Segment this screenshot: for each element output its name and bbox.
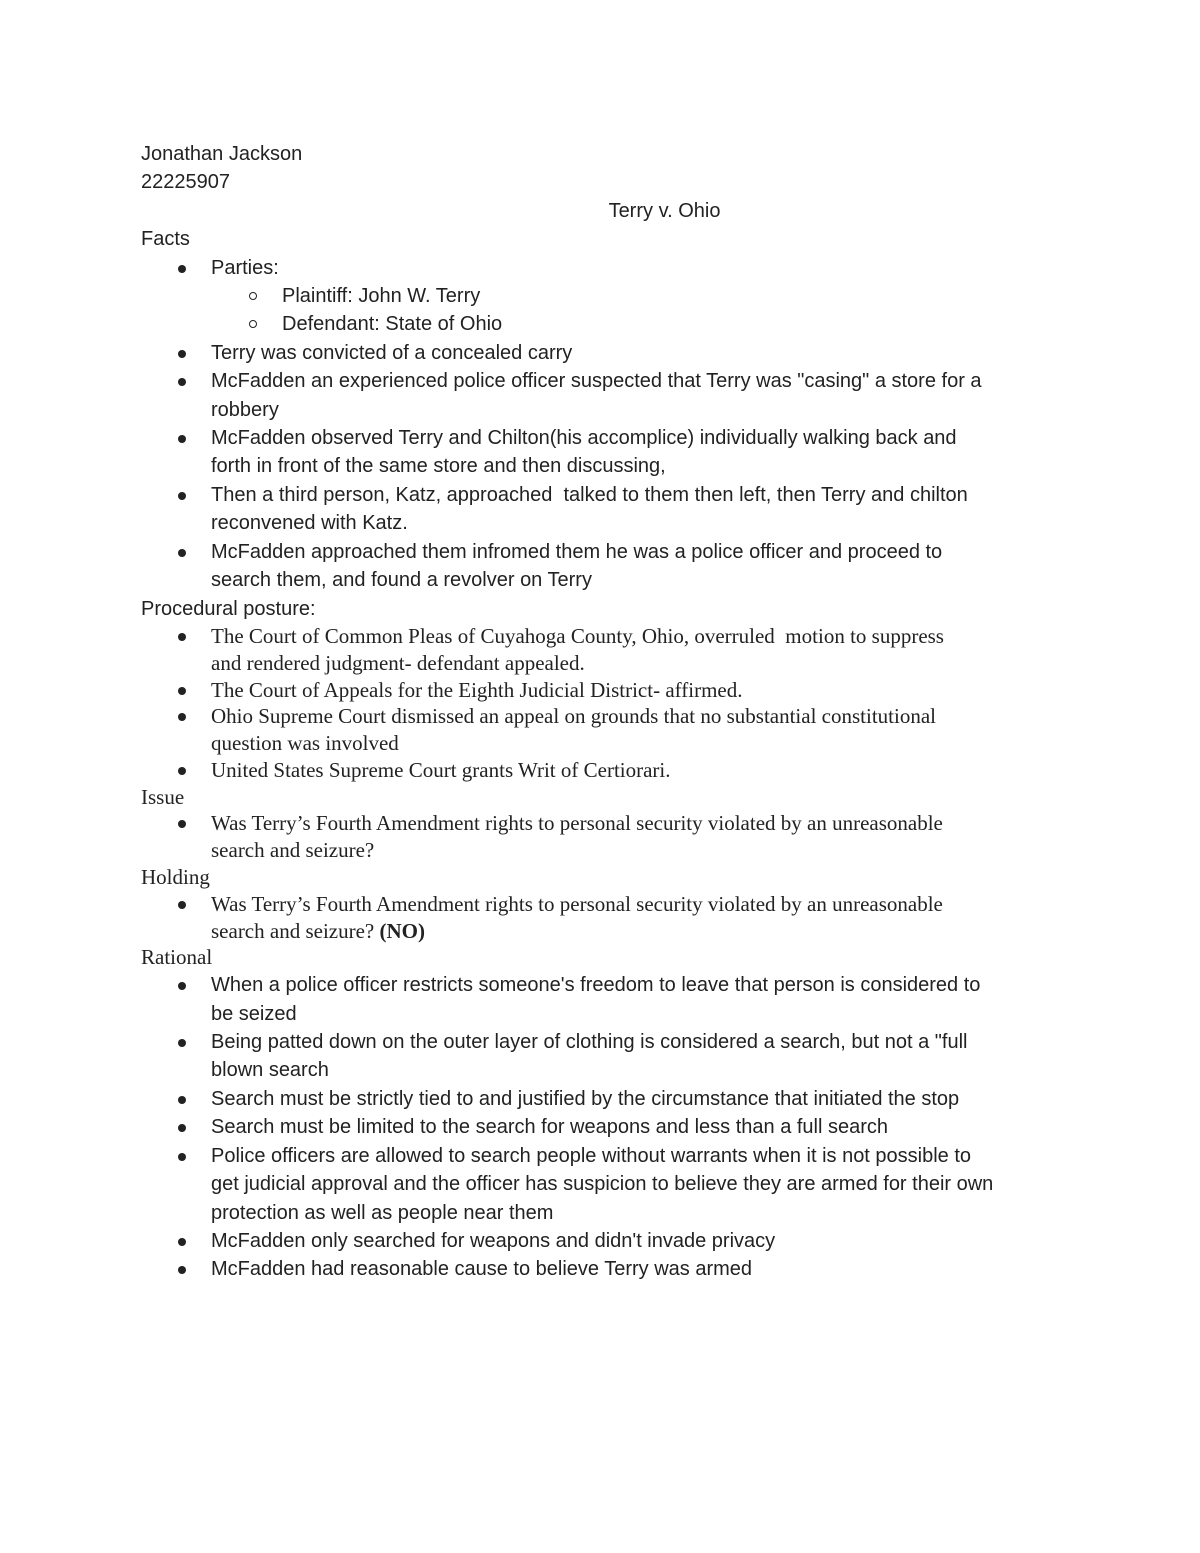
- list-item: [141, 891, 1071, 945]
- bullet-icon: [178, 1153, 186, 1161]
- fact-text: Terry was convicted of a concealed carry: [211, 341, 573, 364]
- list-item: [141, 481, 1071, 538]
- fact-text: McFadden an experienced police officer suspected that Terry was "casing" a store for a robbery: [211, 370, 982, 421]
- student-id: 22225907: [141, 171, 230, 194]
- list-item: [141, 1142, 1071, 1227]
- bullet-icon: [178, 1238, 186, 1246]
- holding-heading: Holding: [141, 865, 210, 890]
- issue-heading: Issue: [141, 784, 185, 809]
- list-item: [141, 339, 1071, 367]
- defendant-text: Defendant: State of Ohio: [282, 313, 503, 336]
- bullet-icon: [178, 982, 186, 990]
- rational-text: McFadden had reasonable cause to believe Terry was armed: [211, 1258, 753, 1281]
- list-item: [141, 1255, 1071, 1283]
- list-item: [141, 1113, 1071, 1141]
- list-item: [141, 1028, 1071, 1085]
- bullet-icon: [178, 901, 186, 909]
- list-item: [141, 971, 1071, 1028]
- list-item: [141, 254, 1071, 282]
- bullet-icon: [178, 492, 186, 500]
- issue-text: Was Terry’s Fourth Amendment rights to personal security violated by an unreasonable search and seizure?: [211, 811, 943, 863]
- document-body: [141, 140, 1071, 1284]
- bullet-icon: [178, 1124, 186, 1132]
- bullet-icon: [178, 378, 186, 386]
- bullet-icon: [178, 350, 186, 358]
- rational-text: Search must be strictly tied to and justified by the circumstance that initiated the stop: [211, 1087, 960, 1110]
- procedural-text: The Court of Common Pleas of Cuyahoga County, Ohio, overruled motion to suppress and rendered judgment- defendant appealed.: [211, 623, 944, 675]
- list-item: [141, 367, 1071, 424]
- list-item: [141, 703, 1071, 757]
- sub-list-item: [141, 282, 1071, 310]
- list-item: [141, 424, 1071, 481]
- facts-heading: Facts: [141, 228, 190, 251]
- list-item: [141, 623, 1071, 677]
- bullet-icon: [178, 687, 186, 695]
- list-item: [141, 757, 1071, 784]
- bullet-icon: [178, 265, 186, 273]
- rational-text: Search must be limited to the search for weapons and less than a full search: [211, 1116, 889, 1139]
- holding-answer: (NO): [379, 918, 425, 943]
- plaintiff-text: Plaintiff: John W. Terry: [282, 285, 481, 308]
- rational-heading: Rational: [141, 945, 213, 970]
- hollow-bullet-icon: [249, 292, 257, 300]
- rational-text: Police officers are allowed to search people without warrants when it is not possible to get judicial approval and the officer has suspicion to believe they are armed for their own protection as well as people near them: [211, 1144, 994, 1224]
- hollow-bullet-icon: [249, 320, 257, 328]
- list-item: [141, 538, 1071, 595]
- sub-list-item: [141, 310, 1071, 338]
- rational-text: Being patted down on the outer layer of clothing is considered a search, but not a "full blown search: [211, 1031, 968, 1082]
- rational-text: McFadden only searched for weapons and didn't invade privacy: [211, 1229, 776, 1252]
- bullet-icon: [178, 713, 186, 721]
- fact-text: McFadden approached them infromed them he was a police officer and proceed to search them, and found a revolver on Terry: [211, 540, 943, 592]
- bullet-icon: [178, 633, 186, 641]
- rational-text: When a police officer restricts someone's freedom to leave that person is considered to be seized: [211, 974, 981, 1025]
- list-item: [141, 810, 1071, 864]
- fact-text: McFadden observed Terry and Chilton(his accomplice) individually walking back and forth in front of the same store and then discussing,: [211, 427, 957, 478]
- bullet-icon: [178, 1039, 186, 1047]
- list-item: [141, 677, 1071, 704]
- bullet-icon: [178, 1096, 186, 1104]
- procedural-heading: Procedural posture:: [141, 597, 316, 620]
- bullet-icon: [178, 767, 186, 775]
- author-name: Jonathan Jackson: [141, 143, 303, 165]
- procedural-text: United States Supreme Court grants Writ of Certiorari.: [211, 757, 671, 782]
- holding-text: Was Terry’s Fourth Amendment rights to personal security violated by an unreasonable search and seizure?: [211, 891, 943, 943]
- parties-label: Parties:: [211, 256, 279, 279]
- bullet-icon: [178, 549, 186, 557]
- bullet-icon: [178, 1266, 186, 1274]
- bullet-icon: [178, 435, 186, 443]
- list-item: [141, 1085, 1071, 1113]
- bullet-icon: [178, 820, 186, 828]
- fact-text: Then a third person, Katz, approached talked to them then left, then Terry and chilton reconvened with Katz.: [211, 483, 968, 535]
- procedural-text: The Court of Appeals for the Eighth Judicial District- affirmed.: [211, 677, 743, 702]
- list-item: [141, 1227, 1071, 1255]
- procedural-text: Ohio Supreme Court dismissed an appeal on grounds that no substantial constitutional question was involved: [211, 704, 936, 756]
- document-title: Terry v. Ohio: [608, 199, 721, 222]
